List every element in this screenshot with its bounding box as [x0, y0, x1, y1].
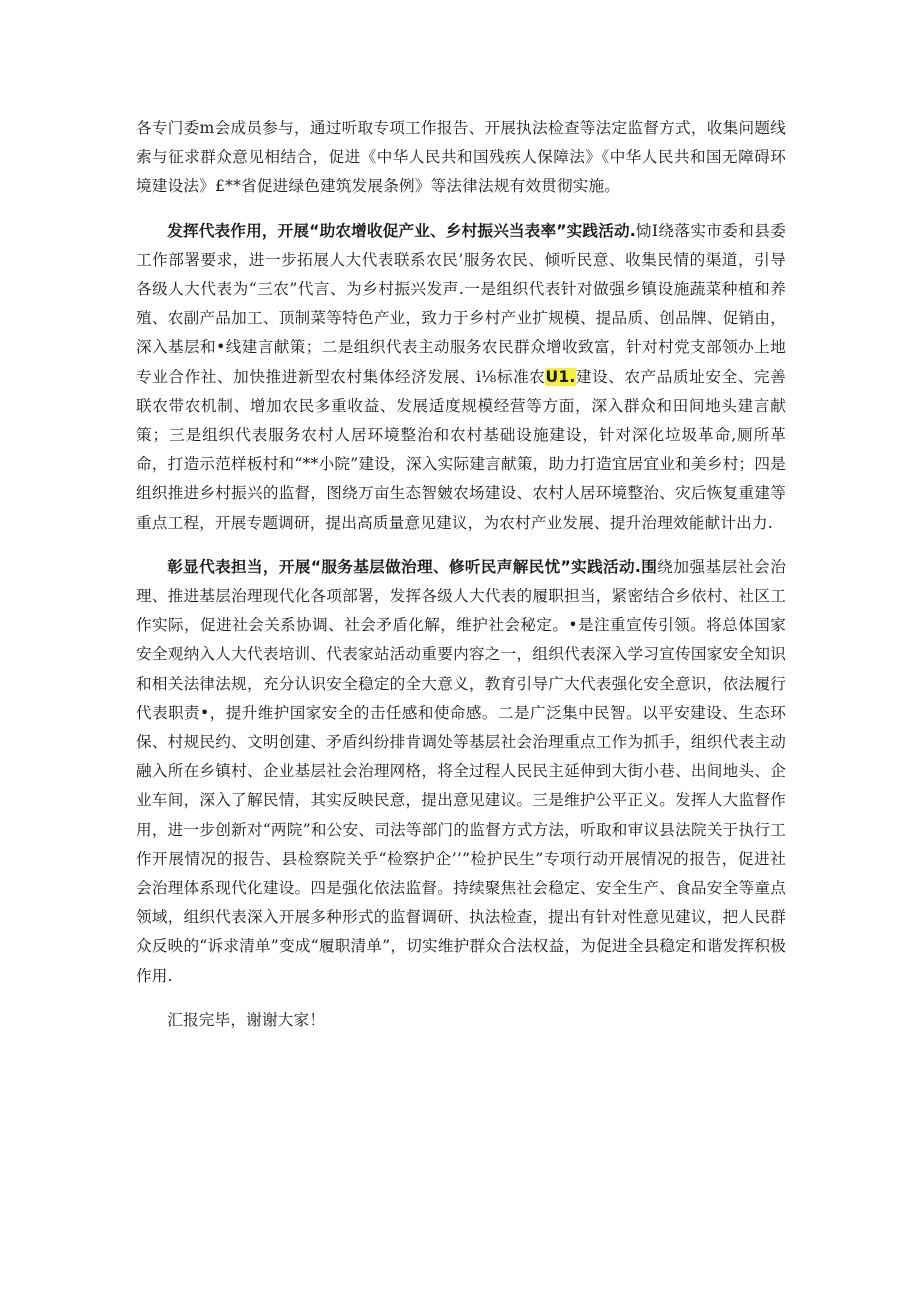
paragraph-3-heading: 彰显代表担当，开展“服务基层做治理、修听民声解民忧”实践活动.围 [167, 557, 658, 576]
paragraph-2-heading: 发挥代表作用，开展“助农增收促产业、乡村振兴当表率”实践活动. [167, 221, 636, 240]
paragraph-1-text: 各专门委m会成员参与，通过听取专项工作报告、开展执法检查等法定监督方式，收集问题线索与征求群众意见相结合，促进《中华人民共和国残疾人保障法》《中华人民共和国无障碍环境建设法》£**省促进绿色建筑发展条例》等法律法规有效贯彻实施。 [136, 119, 786, 196]
paragraph-3 [136, 553, 786, 991]
highlighted-text: U1. [545, 367, 576, 386]
paragraph-2-body-b: 建设、农产品质址安全、完善联农带农机制、增加农民多重收益、发展适度规模经营等方面，深入群众和田间地头建言献策；三是组织代表服务农村人居环境整治和农村基础设施建设，针对深化垃圾革命,厕所革命，打造示范样板村和“**小院”建设，深入实际建言献策，助力打造宜居宜业和美乡村；四是组织推进乡村振兴的监督，图绕万亩生态智皴农场建设、农村人居环境整治、灾后恢复重建等重点工程，开展专题调研，提出高质量意见建议，为农村产业发展、提升治理效能献计出力. [136, 367, 786, 532]
paragraph-2 [136, 217, 786, 538]
paragraph-1 [136, 114, 786, 202]
closing-paragraph [136, 1006, 786, 1035]
closing-text: 汇报完毕，谢谢大家！ [167, 1010, 326, 1029]
paragraph-2-body-a: 恸I绕落实市委和县委工作部署要求，进一步拓展人大代表联系农民’服务农民、倾听民意、收集民情的渠道，引导各级人大代表为“三农”代言、为乡村振兴发声.一是组织代表针对做强乡镇设施蔬菜种植和养殖、农副产品加工、顶制菜等特色产业，致力于乡村产业扩规模、提品质、创品牌、促销由，深入基层和•线建言献策；二是组织代表主动服务农民群众增收致富，针对村党支部领办上地专业合作社、加快推进新型农村集体经济发展、i⅛标准农 [136, 221, 786, 386]
document-page [136, 114, 786, 1035]
paragraph-3-body: 绕加强基层社会治理、推进基层治理现代化各项部署，发挥各级人大代表的履职担当，紧密结合乡依村、社区工作实际，促进社会关系协调、社会矛盾化解，维护社会秘定。•是注重宣传引领。将总体国家安全观纳入人大代表培训、代表家站活动重要内容之一，组织代表深入学习宣传国家安全知识和相关法律法规，充分认识安全稳定的全大意义，教育引导广大代表强化安全意识，依法履行代表职责•，提升维护国家安全的击任感和使命感。二是广泛集中民智。以平安建设、生态环保、村规民约、文明创建、矛盾纠纷排肯调处等基层社会治理重点工作为抓手，组织代表主动融入所在乡镇村、企业基层社会治理网格，将全过程人民民主延伸到大街小巷、出间地头、企业车间，深入了解民情，其实反映民意，提出意见建议。三是维护公平正义。发挥人大监督作用，进一步创新对“两院”和公安、司法等部门的监督方式方法，听取和审议县法院关于执行工作开展情况的报告、县检察院关乎“检察护企’’”检护民生”专项行动开展情况的报告，促进社会治理体系现代化建设。四是强化依法监督。持续聚焦社会稳定、安全生产、食品安全等童点领域，组织代表深入开展多种形式的监督调研、执法检查，提出有针对性意见建议，把人民群众反映的“诉求清单”变成“履职清单”，切实维护群众合法权益，为促进全县稳定和谐发挥积极作用. [136, 557, 787, 985]
